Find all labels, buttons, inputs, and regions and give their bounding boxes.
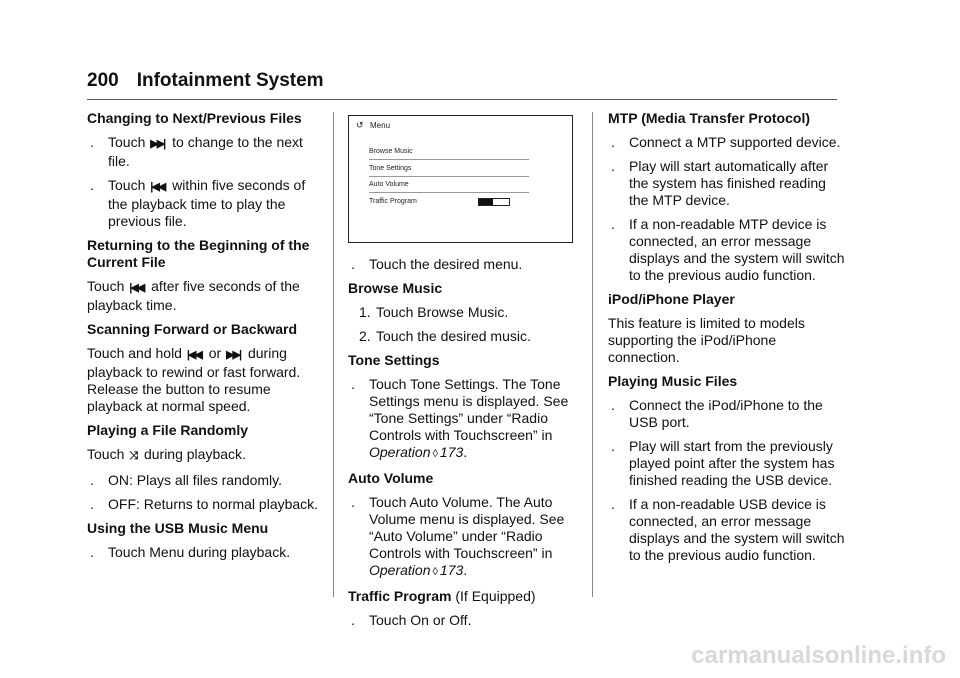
page-ref-number[interactable]: 173 (439, 562, 464, 578)
next-track-icon: ▶▶| (226, 349, 241, 361)
list-item: 2. Touch the desired music. (359, 328, 531, 344)
page-header (87, 70, 324, 92)
paragraph: This feature is limited to models supporting the iPod/iPhone connection. (608, 315, 805, 365)
list-item: 1. Touch Browse Music. (359, 304, 509, 320)
screen-item-tone-settings: Tone Settings (369, 162, 529, 177)
list-item: . Play will start automatically after the system has finished reading the MTP device. (611, 158, 829, 208)
list-item: . Touch ▶▶| to change to the next file. (90, 134, 303, 169)
list-item: . ON: Plays all files randomly. (90, 472, 283, 488)
previous-track-icon: |◀◀ (186, 349, 201, 361)
header-rule (87, 99, 837, 100)
menu-screen-illustration (348, 115, 573, 243)
column-3 (608, 108, 848, 571)
list-item: . Connect a MTP supported device. (611, 134, 841, 150)
previous-track-icon: |◀◀ (150, 181, 165, 193)
traffic-level-fill (479, 199, 493, 205)
page-number: 200 (87, 70, 119, 91)
next-track-icon: ▶▶| (150, 138, 165, 150)
heading-traffic-program: Traffic Program (348, 588, 452, 604)
paragraph: Touch and hold |◀◀ or ▶▶| during playback to rewind or fast forward. Release the button to resume playback at normal speed. (87, 345, 301, 414)
page-ref-icon: ◊ (432, 448, 438, 460)
shuffle-icon: ⤨ (129, 450, 137, 462)
list-item: . Touch |◀◀ within five seconds of the playback time to play the previous file. (90, 177, 306, 229)
heading-mtp: MTP (Media Transfer Protocol) (608, 110, 810, 126)
screen-item-traffic-program: Traffic Program (369, 198, 417, 205)
paragraph: Touch |◀◀ after five seconds of the playback time. (87, 278, 300, 313)
heading-ipod: iPod/iPhone Player (608, 291, 735, 307)
previous-track-icon: |◀◀ (129, 282, 144, 294)
heading-scan: Scanning Forward or Backward (87, 321, 298, 337)
list-item: . Play will start from the previously played point after the system has finished reading the USB device. (611, 438, 835, 488)
list-item: . Touch Menu during playback. (90, 544, 291, 560)
heading-return: Returning to the Beginning of the Current File (87, 237, 310, 270)
back-icon: ↺ (356, 120, 364, 130)
paragraph: Touch ⤨ during playback. (87, 446, 319, 465)
heading-next-prev: Changing to Next/Previous Files (87, 110, 302, 126)
heading-auto-volume: Auto Volume (348, 470, 434, 486)
page-ref-number[interactable]: 173 (439, 444, 464, 460)
column-divider-2 (592, 112, 593, 597)
heading-playing-music: Playing Music Files (608, 373, 738, 389)
traffic-program-level-bar (478, 198, 510, 206)
heading-tone-settings: Tone Settings (348, 352, 440, 368)
list-item: . If a non-readable MTP device is connected, an error message displays and the system will switch to the previous audio function. (611, 216, 845, 283)
cross-reference-link[interactable]: Operation (369, 444, 431, 460)
list-item: . OFF: Returns to normal playback. (90, 496, 319, 512)
heading-browse-music: Browse Music (348, 280, 443, 296)
list-item: . Touch Tone Settings. The Tone Settings menu is displayed. See “Tone Settings” under “Radio Controls with Touchscreen” in Operation ◊ 173. (351, 376, 569, 460)
cross-reference-link[interactable]: Operation (369, 562, 431, 578)
list-item: . Touch Auto Volume. The Auto Volume menu is displayed. See “Auto Volume” under “Radio Controls with Touchscreen” in Operation ◊ 173. (351, 494, 565, 578)
list-item: . Touch On or Off. (351, 612, 472, 628)
list-item: . If a non-readable USB device is connected, an error message displays and the system will switch to the previous audio function. (611, 496, 845, 563)
list-item: . Connect the iPod/iPhone to the USB port. (611, 397, 823, 430)
list-item: . Touch the desired menu. (351, 256, 523, 272)
column-divider-1 (333, 112, 334, 597)
column-2 (348, 256, 580, 636)
watermark: carmanualsonline.info (691, 642, 946, 669)
page-ref-icon: ◊ (432, 566, 438, 578)
heading-random: Playing a File Randomly (87, 422, 249, 438)
screen-item-auto-volume: Auto Volume (369, 178, 529, 193)
heading-usb-menu: Using the USB Music Menu (87, 520, 269, 536)
screen-back-label: Menu (370, 121, 391, 130)
traffic-heading-line: Traffic Program (If Equipped) (348, 588, 536, 604)
section-title: Infotainment System (136, 70, 324, 91)
screen-item-browse-music: Browse Music (369, 145, 529, 160)
column-1 (87, 108, 319, 568)
